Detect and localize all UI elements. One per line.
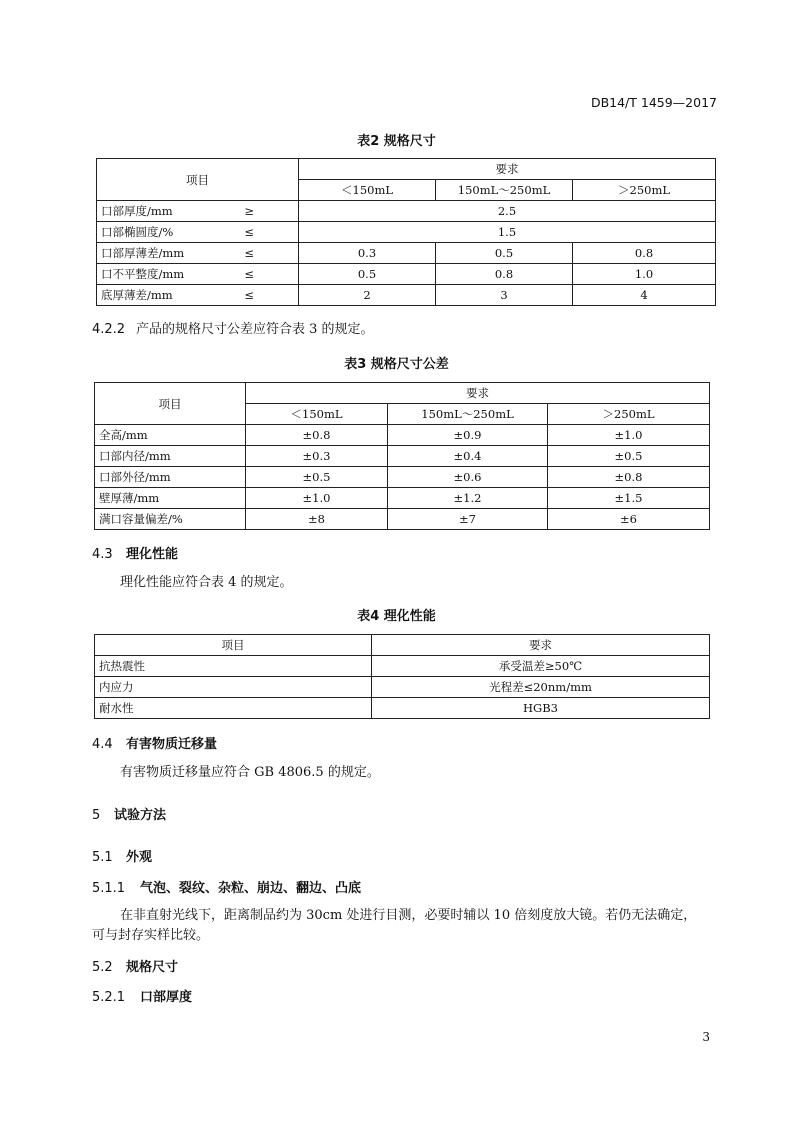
table-row [95, 446, 710, 467]
section-title: 规格尺寸 [126, 960, 179, 975]
clause-text: 产品的规格尺寸公差应符合表 3 的规定。 [136, 322, 374, 337]
table3-row-label: 满口容量偏差/% [95, 509, 246, 530]
table3-cell: ±1.2 [388, 488, 548, 509]
table-row [95, 467, 710, 488]
table-row [97, 285, 716, 306]
table3-cell: ±1.5 [548, 488, 710, 509]
standard-number: DB14/T 1459—2017 [590, 95, 717, 110]
row-symbol: ≥ [244, 204, 254, 218]
table3-cell: ±0.8 [246, 425, 388, 446]
section-title: 气泡、裂纹、杂粒、崩边、翻边、凸底 [140, 881, 362, 896]
section-5-1-1-text-line1: 在非直射光线下，距离制品约为 30cm 处进行目测，必要时辅以 10 倍刻度放大镜。若仍无法确定， [120, 908, 697, 923]
table3-col-header: ＞250mL [548, 404, 710, 425]
table2-caption: 表2 规格尺寸 [357, 134, 436, 149]
section-number: 5.1 [92, 850, 113, 865]
table4-row-label: 抗热震性 [95, 656, 372, 677]
row-symbol: ≤ [244, 288, 254, 302]
table-row [97, 222, 716, 243]
section-number: 5.1.1 [92, 881, 126, 896]
row-symbol: ≤ [244, 267, 254, 281]
section-number: 5.2 [92, 960, 113, 975]
table3-cell: ±6 [548, 509, 710, 530]
row-name: 底厚薄差/mm [101, 288, 173, 302]
table4-req-header: 要求 [372, 635, 710, 656]
section-title: 外观 [126, 850, 153, 865]
table3-cell: ±0.5 [246, 467, 388, 488]
page-number: 3 [702, 1030, 710, 1044]
section-5-2-heading [92, 956, 178, 975]
table3-col-header: 150mL～250mL [388, 404, 548, 425]
table2-row-label [97, 201, 299, 222]
section-5-2-1-heading [92, 986, 192, 1005]
row-name: 口部椭圆度/% [101, 225, 174, 239]
row-name: 口不平整度/mm [101, 267, 185, 281]
row-symbol: ≤ [244, 225, 254, 239]
table2-item-header: 项目 [97, 159, 299, 201]
clause-number: 4.2.2 [92, 322, 126, 337]
table2-cell: 2 [299, 285, 436, 306]
table2-cell: 0.5 [436, 243, 573, 264]
table-row [95, 425, 710, 446]
section-title: 有害物质迁移量 [126, 737, 218, 752]
table3-cell: ±8 [246, 509, 388, 530]
table-row [97, 201, 716, 222]
table4-caption: 表4 理化性能 [357, 609, 436, 624]
table3-cell: ±0.4 [388, 446, 548, 467]
table4-cell: 承受温差≥50℃ [372, 656, 710, 677]
section-title: 试验方法 [114, 808, 167, 823]
table2-cell: 1.5 [299, 222, 716, 243]
table2-cell: 4 [573, 285, 716, 306]
table-row [97, 264, 716, 285]
table-row [95, 677, 710, 698]
table-row [95, 656, 710, 677]
section-4-3-text: 理化性能应符合表 4 的规定。 [120, 575, 293, 590]
table2-cell: 0.5 [299, 264, 436, 285]
section-5-1-1-heading [92, 877, 361, 896]
table3-row-label: 口部内径/mm [95, 446, 246, 467]
table2-cell: 0.8 [573, 243, 716, 264]
table3-cell: ±1.0 [246, 488, 388, 509]
section-4-4-text: 有害物质迁移量应符合 GB 4806.5 的规定。 [120, 765, 380, 780]
table3-cell: ±0.3 [246, 446, 388, 467]
section-4-4-heading [92, 733, 217, 752]
table3-row-label: 壁厚薄/mm [95, 488, 246, 509]
section-number: 4.3 [92, 547, 113, 562]
table3-cell: ±0.6 [388, 467, 548, 488]
table2-col-header: ＜150mL [299, 180, 436, 201]
table2-cell: 1.0 [573, 264, 716, 285]
table2-col-header: ＞250mL [573, 180, 716, 201]
section-number: 5.2.1 [92, 990, 126, 1005]
table3-cell: ±1.0 [548, 425, 710, 446]
section-5-1-heading [92, 846, 152, 865]
table-row [95, 698, 710, 719]
row-name: 口部厚薄差/mm [101, 246, 185, 260]
section-number: 4.4 [92, 737, 113, 752]
table4 [94, 634, 710, 719]
table2-req-header: 要求 [299, 159, 716, 180]
table2-cell: 0.3 [299, 243, 436, 264]
table3-cell: ±0.8 [548, 467, 710, 488]
table3-item-header: 项目 [95, 383, 246, 425]
table2-col-header: 150mL～250mL [436, 180, 573, 201]
section-4-3-heading [92, 543, 178, 562]
table3-row-label: 口部外径/mm [95, 467, 246, 488]
table-row [95, 509, 710, 530]
table2-row-label [97, 264, 299, 285]
table4-row-label: 内应力 [95, 677, 372, 698]
table2-cell: 3 [436, 285, 573, 306]
table-row [97, 243, 716, 264]
table2-row-label [97, 222, 299, 243]
table2-row-label [97, 243, 299, 264]
table4-cell: HGB3 [372, 698, 710, 719]
section-5-heading [92, 804, 166, 823]
table3 [94, 382, 710, 530]
table3-req-header: 要求 [246, 383, 710, 404]
table3-row-label: 全高/mm [95, 425, 246, 446]
section-title: 理化性能 [126, 547, 179, 562]
table3-col-header: ＜150mL [246, 404, 388, 425]
table2 [96, 158, 716, 306]
table3-cell: ±7 [388, 509, 548, 530]
table4-row-label: 耐水性 [95, 698, 372, 719]
table4-item-header: 项目 [95, 635, 372, 656]
table4-cell: 光程差≤20nm/mm [372, 677, 710, 698]
section-title: 口部厚度 [140, 990, 193, 1005]
row-name: 口部厚度/mm [101, 204, 173, 218]
section-number: 5 [92, 808, 101, 823]
clause-4-2-2 [92, 320, 374, 340]
table2-cell: 2.5 [299, 201, 716, 222]
row-symbol: ≤ [244, 246, 254, 260]
table3-cell: ±0.9 [388, 425, 548, 446]
table3-cell: ±0.5 [548, 446, 710, 467]
section-5-1-1-text-line2: 可与封存实样比较。 [92, 928, 210, 943]
table2-row-label [97, 285, 299, 306]
table-row [95, 488, 710, 509]
table3-caption: 表3 规格尺寸公差 [344, 357, 449, 372]
table2-cell: 0.8 [436, 264, 573, 285]
